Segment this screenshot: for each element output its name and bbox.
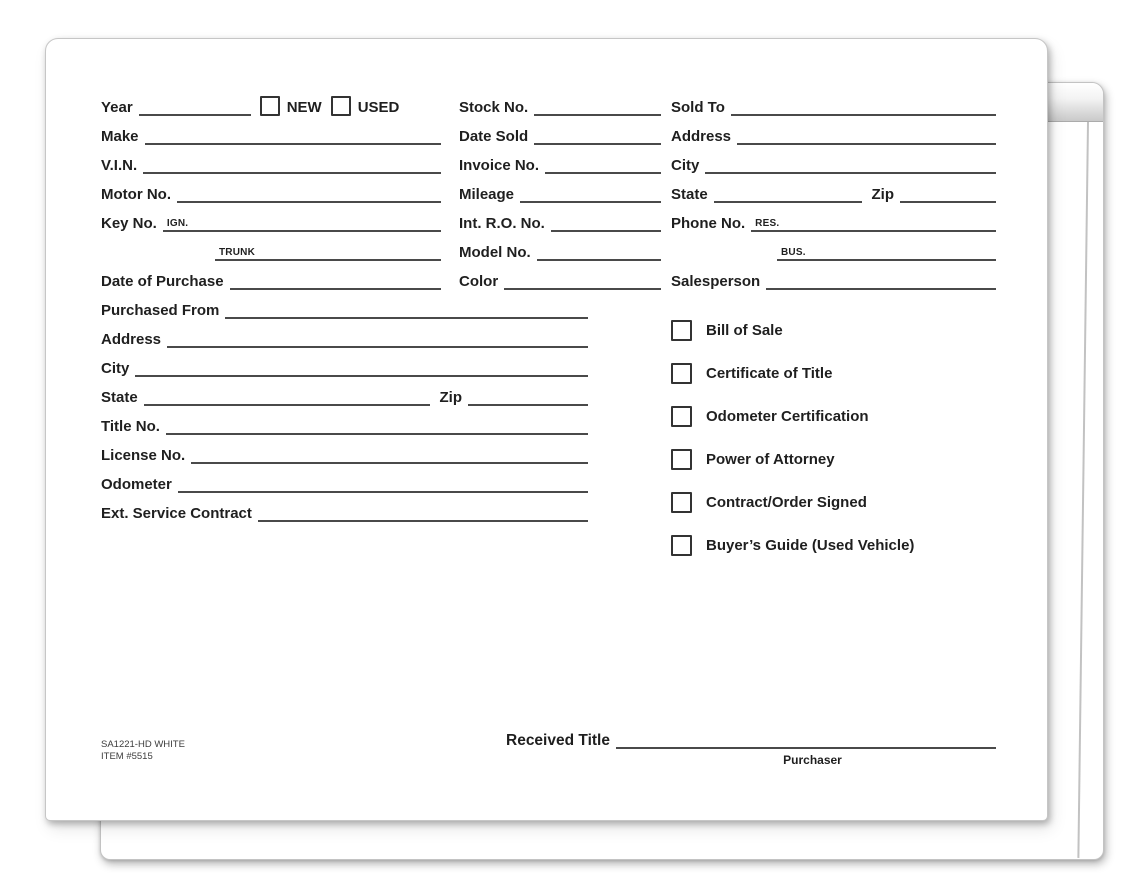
stock-no-row <box>459 89 661 118</box>
document-checklist <box>671 319 1031 577</box>
invoice-no-field[interactable] <box>545 157 661 174</box>
color-row <box>459 263 661 292</box>
odometer-field[interactable] <box>178 476 588 493</box>
date-sold-row <box>459 118 661 147</box>
ext-service-contract-label: Ext. Service Contract <box>101 505 252 522</box>
buyer-address-row <box>671 118 996 147</box>
license-no-label: License No. <box>101 447 186 464</box>
buyer-zip-field[interactable] <box>900 186 996 203</box>
product-code-line: SA1221-HD WHITE <box>101 739 185 750</box>
salesperson-field[interactable] <box>766 273 996 290</box>
date-sold-label: Date Sold <box>459 128 529 145</box>
seller-address-row <box>101 321 588 350</box>
int-ro-no-field[interactable] <box>551 215 661 232</box>
received-title-label: Received Title <box>506 732 610 749</box>
ext-service-contract-field[interactable] <box>258 505 588 522</box>
certificate-of-title-item <box>671 362 1031 384</box>
buyers-guide-item <box>671 534 1031 556</box>
buyer-address-label: Address <box>671 128 732 145</box>
year-label: Year <box>101 99 133 116</box>
buyer-state-label: State <box>671 186 708 203</box>
ext-service-contract-row <box>101 495 588 524</box>
new-label: NEW <box>286 99 322 116</box>
buyer-city-field[interactable] <box>705 157 996 174</box>
buyers-guide-checkbox[interactable] <box>671 535 692 556</box>
int-ro-no-label: Int. R.O. No. <box>459 215 545 232</box>
seller-zip-label: Zip <box>439 389 462 406</box>
model-no-row <box>459 234 661 263</box>
new-checkbox[interactable] <box>260 96 280 116</box>
key-no-label: Key No. <box>101 215 157 232</box>
envelope-fold-line <box>1077 122 1088 858</box>
motor-no-label: Motor No. <box>101 186 171 203</box>
stock-no-label: Stock No. <box>459 99 529 116</box>
license-no-row <box>101 437 588 466</box>
product-code-block <box>101 739 185 763</box>
purchased-from-row <box>101 292 588 321</box>
sold-to-field[interactable] <box>731 99 996 116</box>
model-no-label: Model No. <box>459 244 531 261</box>
power-of-attorney-checkbox[interactable] <box>671 449 692 470</box>
date-sold-field[interactable] <box>534 128 661 145</box>
buyer-zip-label: Zip <box>871 186 894 203</box>
sale-info-column <box>459 89 661 292</box>
odometer-certification-item <box>671 405 1031 427</box>
buyer-city-label: City <box>671 157 700 174</box>
contract-order-signed-label: Contract/Order Signed <box>706 493 867 511</box>
make-field[interactable] <box>145 128 441 145</box>
phone-bus-row <box>671 234 996 263</box>
buyer-address-field[interactable] <box>737 128 996 145</box>
key-no-trunk-field[interactable] <box>215 244 441 261</box>
odometer-certification-checkbox[interactable] <box>671 406 692 427</box>
key-no-ign-field[interactable] <box>163 215 441 232</box>
res-label: RES. <box>755 218 780 229</box>
bill-of-sale-checkbox[interactable] <box>671 320 692 341</box>
used-label: USED <box>357 99 400 116</box>
date-of-purchase-label: Date of Purchase <box>101 273 224 290</box>
title-no-field[interactable] <box>166 418 588 435</box>
received-title-row <box>506 727 996 749</box>
seller-address-field[interactable] <box>167 331 588 348</box>
power-of-attorney-item <box>671 448 1031 470</box>
received-title-signature-field[interactable] <box>616 732 996 749</box>
contract-order-signed-item <box>671 491 1031 513</box>
mileage-row <box>459 176 661 205</box>
purchaser-caption: Purchaser <box>783 753 842 767</box>
phone-bus-field[interactable] <box>777 244 996 261</box>
int-ro-no-row <box>459 205 661 234</box>
buyer-state-field[interactable] <box>714 186 862 203</box>
title-no-row <box>101 408 588 437</box>
title-no-label: Title No. <box>101 418 160 435</box>
sold-to-label: Sold To <box>671 99 725 116</box>
phone-res-row <box>671 205 996 234</box>
used-checkbox[interactable] <box>331 96 351 116</box>
sold-to-row <box>671 89 996 118</box>
mileage-label: Mileage <box>459 186 515 203</box>
purchased-from-label: Purchased From <box>101 302 220 319</box>
buyer-state-zip-row <box>671 176 996 205</box>
purchased-from-field[interactable] <box>225 302 588 319</box>
phone-no-label: Phone No. <box>671 215 746 232</box>
certificate-of-title-label: Certificate of Title <box>706 364 833 382</box>
phone-res-field[interactable] <box>751 215 996 232</box>
invoice-no-row <box>459 147 661 176</box>
seller-state-field[interactable] <box>144 389 430 406</box>
salesperson-row <box>671 263 996 292</box>
contract-order-signed-checkbox[interactable] <box>671 492 692 513</box>
invoice-no-label: Invoice No. <box>459 157 540 174</box>
seller-state-zip-row <box>101 379 588 408</box>
seller-city-field[interactable] <box>135 360 588 377</box>
make-label: Make <box>101 128 139 145</box>
certificate-of-title-checkbox[interactable] <box>671 363 692 384</box>
license-no-field[interactable] <box>191 447 588 464</box>
bill-of-sale-item <box>671 319 1031 341</box>
power-of-attorney-label: Power of Attorney <box>706 450 835 468</box>
stock-no-field[interactable] <box>534 99 661 116</box>
odometer-row <box>101 466 588 495</box>
vin-field[interactable] <box>143 157 441 174</box>
motor-no-field[interactable] <box>177 186 441 203</box>
trunk-label: TRUNK <box>219 247 255 258</box>
odometer-label: Odometer <box>101 476 172 493</box>
ign-label: IGN. <box>166 218 189 229</box>
buyer-city-row <box>671 147 996 176</box>
model-no-field[interactable] <box>537 244 661 261</box>
seller-zip-field[interactable] <box>468 389 588 406</box>
buyers-guide-label: Buyer’s Guide (Used Vehicle) <box>706 536 915 554</box>
bill-of-sale-label: Bill of Sale <box>706 321 783 339</box>
odometer-certification-label: Odometer Certification <box>706 407 869 425</box>
mileage-field[interactable] <box>520 186 661 203</box>
bus-label: BUS. <box>781 247 806 258</box>
vehicle-record-form <box>45 38 1048 821</box>
seller-city-label: City <box>101 360 130 377</box>
seller-city-row <box>101 350 588 379</box>
color-field[interactable] <box>504 273 661 290</box>
vin-label: V.I.N. <box>101 157 138 174</box>
item-number-line: ITEM #5515 <box>101 751 153 762</box>
buyer-info-column <box>671 89 996 292</box>
date-of-purchase-field[interactable] <box>230 273 441 290</box>
seller-state-label: State <box>101 389 138 406</box>
seller-address-label: Address <box>101 331 162 348</box>
color-label: Color <box>459 273 499 290</box>
year-field[interactable] <box>139 99 251 116</box>
salesperson-label: Salesperson <box>671 273 761 290</box>
